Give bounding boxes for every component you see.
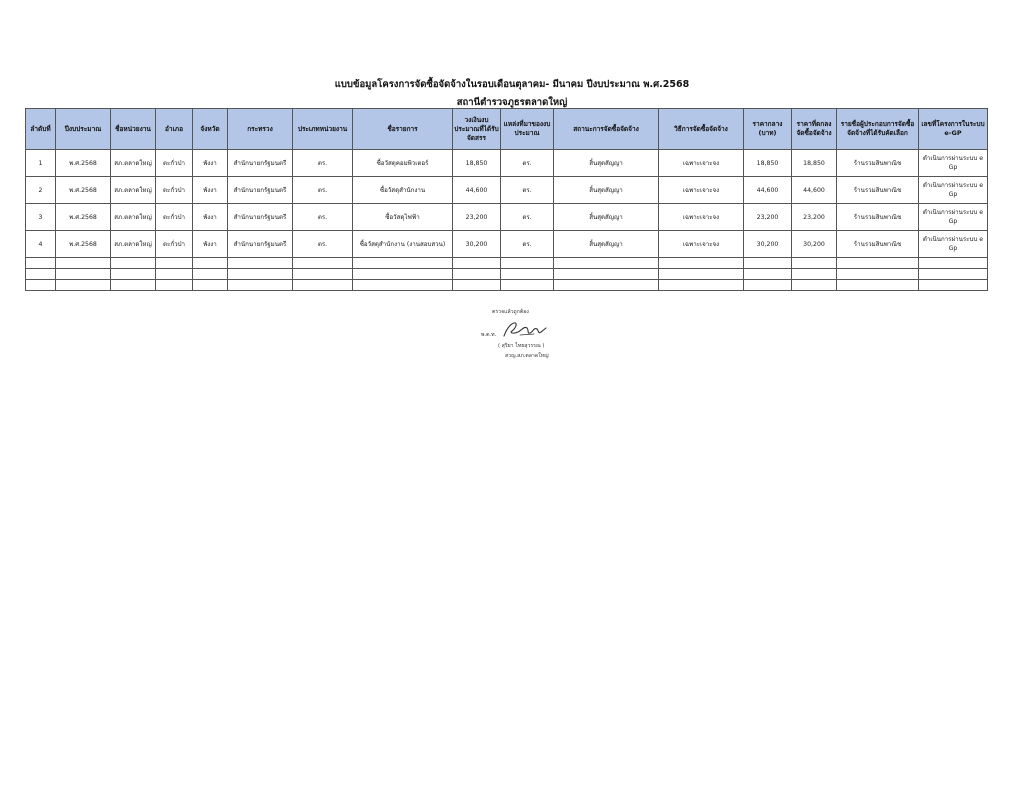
cell-agency-type: ตร. [293, 204, 353, 231]
col-header-method: วิธีการจัดซื้อจัดจ้าง [659, 109, 744, 150]
cell-fiscal-year: พ.ศ.2568 [56, 204, 111, 231]
document-title: แบบข้อมูลโครงการจัดซื้อจัดจ้างในรอบเดือนตุลาคม- มีนาคม ปีงบประมาณ พ.ศ.2568 [334, 79, 690, 90]
col-header-budget: วงเงินงบประมาณที่ได้รับจัดสรร [453, 109, 501, 150]
col-header-agency-type: ประเภทหน่วยงาน [293, 109, 353, 150]
cell-status: สิ้นสุดสัญญา [554, 231, 659, 258]
cell-egp-number: ดำเนินการผ่านระบบ e Gp [919, 231, 988, 258]
cell-fiscal-year: พ.ศ.2568 [56, 231, 111, 258]
empty-row [26, 258, 988, 269]
cell-ministry: สำนักนายกรัฐมนตรี [228, 177, 293, 204]
col-header-item-name: ชื่อรายการ [353, 109, 453, 150]
cell-ministry: สำนักนายกรัฐมนตรี [228, 204, 293, 231]
cell-median-price: 30,200 [744, 231, 792, 258]
cell-status: สิ้นสุดสัญญา [554, 150, 659, 177]
cell-method: เฉพาะเจาะจง [659, 204, 744, 231]
cell-vendor: ร้านรวมสินพาณิช [837, 204, 919, 231]
cell-egp-number: ดำเนินการผ่านระบบ e Gp [919, 177, 988, 204]
cell-agreed-price: 23,200 [792, 204, 837, 231]
col-header-ministry: กระทรวง [228, 109, 293, 150]
cell-agency-type: ตร. [293, 150, 353, 177]
cell-median-price: 23,200 [744, 204, 792, 231]
cell-order: 4 [26, 231, 56, 258]
cell-median-price: 18,850 [744, 150, 792, 177]
cell-status: สิ้นสุดสัญญา [554, 204, 659, 231]
cell-agency: สภ.ตลาดใหญ่ [111, 231, 156, 258]
handwritten-signature [500, 318, 550, 342]
cell-status: สิ้นสุดสัญญา [554, 177, 659, 204]
cell-budget: 44,600 [453, 177, 501, 204]
table-row [26, 150, 988, 177]
cell-vendor: ร้านรวมสินพาณิช [837, 231, 919, 258]
cell-budget: 18,850 [453, 150, 501, 177]
cell-agreed-price: 44,600 [792, 177, 837, 204]
cell-item-name: ซื้อวัสดุสำนักงาน [353, 177, 453, 204]
cell-budget-source: ตร. [501, 150, 554, 177]
col-header-agreed-price: ราคาที่ตกลงจัดซื้อจัดจ้าง [792, 109, 837, 150]
document-subtitle: สถานีตำรวจภูธรตลาดใหญ่ [456, 97, 568, 108]
cell-district: ตะกั่วป่า [156, 231, 193, 258]
signer-rank: พ.ต.ท. [481, 332, 497, 338]
cell-agency-type: ตร. [293, 231, 353, 258]
cell-method: เฉพาะเจาะจง [659, 150, 744, 177]
verified-label: ตรวจแล้วถูกต้อง [492, 309, 529, 315]
col-header-vendor: รายชื่อผู้ประกอบการจัดซื้อจัดจ้างที่ได้รับคัดเลือก [837, 109, 919, 150]
procurement-table [25, 108, 988, 291]
col-header-agency: ชื่อหน่วยงาน [111, 109, 156, 150]
cell-province: พังงา [193, 204, 228, 231]
cell-vendor: ร้านรวมสินพาณิช [837, 150, 919, 177]
cell-order: 2 [26, 177, 56, 204]
cell-district: ตะกั่วป่า [156, 177, 193, 204]
cell-ministry: สำนักนายกรัฐมนตรี [228, 150, 293, 177]
cell-egp-number: ดำเนินการผ่านระบบ e Gp [919, 150, 988, 177]
col-header-budget-source: แหล่งที่มาของงบประมาณ [501, 109, 554, 150]
table-row [26, 177, 988, 204]
signer-position: สวญ.สภ.ตลาดใหญ่ [505, 353, 549, 359]
col-header-province: จังหวัด [193, 109, 228, 150]
cell-agency-type: ตร. [293, 177, 353, 204]
cell-method: เฉพาะเจาะจง [659, 231, 744, 258]
cell-province: พังงา [193, 231, 228, 258]
empty-row [26, 280, 988, 291]
cell-agency: สภ.ตลาดใหญ่ [111, 204, 156, 231]
cell-order: 1 [26, 150, 56, 177]
cell-median-price: 44,600 [744, 177, 792, 204]
cell-budget: 23,200 [453, 204, 501, 231]
cell-fiscal-year: พ.ศ.2568 [56, 150, 111, 177]
table-row [26, 231, 988, 258]
col-header-district: อำเภอ [156, 109, 193, 150]
cell-item-name: ซื้อวัสดุสำนักงาน (งานสอบสวน) [353, 231, 453, 258]
cell-vendor: ร้านรวมสินพาณิช [837, 177, 919, 204]
col-header-fiscal-year: ปีงบประมาณ [56, 109, 111, 150]
col-header-egp-number: เลขที่โครงการในระบบ e-GP [919, 109, 988, 150]
cell-agreed-price: 18,850 [792, 150, 837, 177]
cell-method: เฉพาะเจาะจง [659, 177, 744, 204]
cell-district: ตะกั่วป่า [156, 204, 193, 231]
cell-ministry: สำนักนายกรัฐมนตรี [228, 231, 293, 258]
signer-name: ( สุริยา ไทยสุวรรณ ) [498, 343, 545, 349]
col-header-status: สถานะการจัดซื้อจัดจ้าง [554, 109, 659, 150]
cell-item-name: ซื้อวัสดุไฟฟ้า [353, 204, 453, 231]
cell-fiscal-year: พ.ศ.2568 [56, 177, 111, 204]
cell-budget-source: ตร. [501, 177, 554, 204]
cell-province: พังงา [193, 177, 228, 204]
cell-budget-source: ตร. [501, 204, 554, 231]
cell-budget: 30,200 [453, 231, 501, 258]
cell-agency: สภ.ตลาดใหญ่ [111, 150, 156, 177]
col-header-order: ลำดับที่ [26, 109, 56, 150]
table-header-row [26, 109, 988, 150]
cell-agreed-price: 30,200 [792, 231, 837, 258]
cell-district: ตะกั่วป่า [156, 150, 193, 177]
cell-item-name: ซื้อวัสดุคอมพิวเตอร์ [353, 150, 453, 177]
table-row [26, 204, 988, 231]
cell-agency: สภ.ตลาดใหญ่ [111, 177, 156, 204]
cell-province: พังงา [193, 150, 228, 177]
empty-row [26, 269, 988, 280]
cell-budget-source: ตร. [501, 231, 554, 258]
cell-order: 3 [26, 204, 56, 231]
col-header-median-price: ราคากลาง (บาท) [744, 109, 792, 150]
cell-egp-number: ดำเนินการผ่านระบบ e Gp [919, 204, 988, 231]
